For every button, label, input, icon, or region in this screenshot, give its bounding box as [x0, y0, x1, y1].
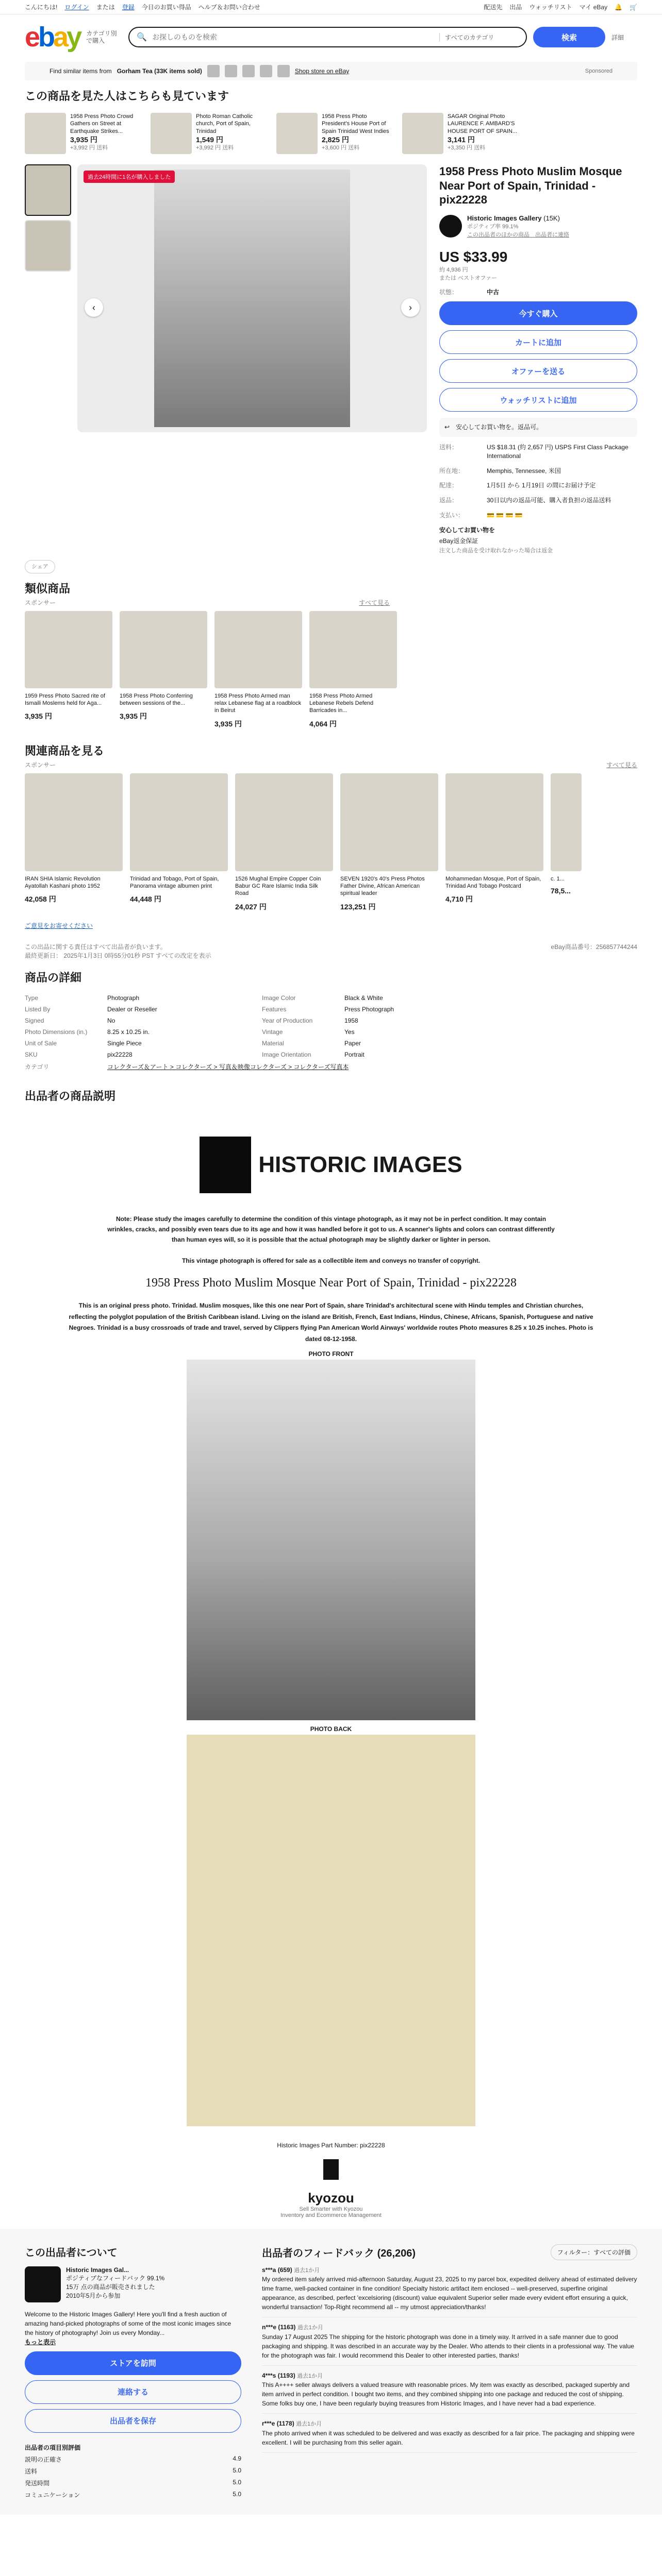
image-gallery — [25, 164, 427, 555]
specifics-title: 商品の詳細 — [25, 971, 82, 984]
search-input[interactable]: お探しのものを検索 — [152, 33, 218, 41]
description-title: 出品者の商品説明 — [25, 1089, 116, 1103]
price-jpy: 約 4,936 円 — [439, 266, 468, 273]
shipping-value: US $18.31 (約 2,657 円) USPS First Class Package International — [487, 444, 628, 460]
item-location: Memphis, Tennessee, 米国 — [487, 467, 561, 474]
related-item[interactable]: SEVEN 1920's 40's Press Photos Father Divine, African American spiritual leader 123,251 円 — [340, 773, 438, 912]
sponsored-label: Sponsored — [585, 68, 613, 74]
top-bar — [0, 0, 662, 14]
make-offer-button[interactable]: オファーを送る — [439, 359, 637, 383]
signin-link[interactable]: ログイン — [64, 4, 89, 11]
ebay-logo[interactable]: e b a y — [25, 22, 80, 53]
prev-arrow-icon[interactable]: ‹ — [85, 298, 103, 317]
seller-avatar[interactable] — [439, 215, 462, 238]
viewed-item[interactable]: 1958 Press Photo Crowd Gathers on Street at Earthquake Strikes... 3,935 円 +3,992 円 送料 — [25, 113, 143, 154]
header — [0, 14, 662, 60]
item-description: HISTORIC IMAGES Note: Please study the images carefully to determine the condition of this vintage photograph, as it may not be in perfect condition. It may contain wrinkles, cracks, and possibly even tears due to its age and how it was handled before it got to us. A scanner's lights and colors can contrast differently than human eyes will, so it is possible that the actual photograph may be slightly darker or lighter in person. This vintage photograph is offered for sale as a collectible item and conveys no transfer of copyright. 1958 Press Photo Muslim Mosque Near Port of Spain, Trinidad - pix22228 This is an original press photo. Trinidad. Muslim mosques, like this one near Port of Spain, share Trinidad's architectural scene with Hindu temples and Christian churches, reflecting the polyglot population of the British Caribbean island. Living on the island are British, French, East Indians, Hindus, Chinese, Africans, Spanish, Portuguese and native Negroes. Trinidad is a busy crossroads of trade and travel, served by Clippers flying Pan American World Airways' worldwide routes Photo measures 8.25 x 10.25 inches. Photo is dated 08-12-1958. PHOTO FRONT PHOTO BACK Historic Images Part Number: pix22228 kyozou Sell Smarter with Kyozou Inventory and Ecommerce Management — [0, 1106, 662, 2229]
related-item[interactable]: IRAN SHIA Islamic Revolution Ayatollah Kashani photo 1952 42,058 円 — [25, 773, 123, 912]
store-banner — [25, 62, 637, 80]
photo-back-image — [187, 1735, 475, 2126]
banner-seller[interactable]: Gorham Tea (33K items sold) — [117, 67, 202, 75]
category-path[interactable]: コレクターズ＆アート > コレクターズ > 写真＆映像コレクターズ > コレクターズ写真本 — [107, 1063, 349, 1071]
seller-links[interactable]: この出品者のほかの商品 出品者に連絡 — [467, 231, 569, 238]
item-title: 1958 Press Photo Muslim Mosque Near Port of Spain, Trinidad - pix22228 — [439, 165, 622, 206]
bell-icon[interactable]: 🔔 — [615, 3, 623, 11]
sell-link[interactable]: 出品 — [509, 4, 522, 11]
seller-logo — [25, 2266, 61, 2302]
purchase-badge: 過去24時間に1名が購入しました — [84, 171, 175, 183]
main-image[interactable] — [77, 164, 427, 432]
register-link[interactable]: 登録 — [122, 4, 135, 11]
safe-title: 安心してお買い物を — [439, 526, 495, 534]
payment-icons: 💳 💳 💳 💳 — [487, 512, 523, 519]
listing-main — [0, 158, 662, 562]
add-to-cart-button[interactable]: カートに追加 — [439, 330, 637, 354]
similar-item[interactable]: 1958 Press Photo Conferring between sessions of the... 3,935 円 — [120, 611, 207, 729]
returns-policy: 30日以内の返品可能、購入者負担の返品送料 — [487, 497, 611, 504]
guarantee-title: eBay返金保証 — [439, 537, 478, 545]
feedback-link[interactable]: ご意見をお寄せください — [25, 922, 93, 929]
similar-see-all[interactable]: すべて見る — [359, 599, 390, 606]
feedback-item: s***a (659) 過去1か月 My ordered item safely arrived mid-afternoon Saturday, August 23, 2025 to my parcel box, expedited delivery ahead of estimated delivery time frame, well-packed container in fine condition! Specialty historic artifact item enclosed -- well-preserved, superfine original appearance, as described, perfect 'excelsioring (discount) value equivalent Superior seller made every evident effort ensuring a quick, wonderful transaction! Top-Right recommend all -- my utmost appreciation/thanks! — [262, 2260, 637, 2318]
copyright-note: This vintage photograph is offered for sale as a collectible item and conveys no transfer of copyright. — [181, 1257, 481, 1264]
condition-note: Note: Please study the images carefully to determine the condition of this vintage photograph, as it may not be in perfect condition. It may contain wrinkles, cracks, and possibly even tears due to its age and how it was handled before it got to us. A scanner's lights and colors can contrast differently than human eyes will, so it is possible that the actual photograph may be slightly darker or lighter in person. — [107, 1215, 555, 1244]
search-bar[interactable] — [128, 27, 527, 47]
or-text: または — [96, 4, 115, 11]
viewed-item[interactable]: Photo Roman Catholic church, Port of Spain, Trinidad 1,549 円 +3,992 円 送料 — [151, 113, 269, 154]
banner-text: Find similar items from — [49, 67, 112, 75]
seller-rating: ポジティブ率 99.1% — [467, 223, 519, 230]
related-item[interactable]: c. 1... 78,5... — [551, 773, 582, 912]
photo-front-label: PHOTO FRONT — [308, 1350, 354, 1358]
next-arrow-icon[interactable]: › — [401, 298, 420, 317]
watchlist-button[interactable]: ウォッチリストに追加 — [439, 388, 637, 412]
mosque-photo — [154, 170, 350, 427]
photo-front-image — [187, 1360, 475, 1720]
photo-back-label: PHOTO BACK — [310, 1725, 352, 1733]
feedback-item: n***e (1163) 過去1か月 Sunday 17 August 2025 The shipping for the historic photograph was done in a timely way. It arrived in a safe manner due to good packaging and shipping. It was described in an accurate way by the Dealer. Who attends to their clients in a professional way. The value for the photograph was fair. I would recommend this Dealer to other interested parties, thanks! — [262, 2317, 637, 2366]
similar-item[interactable]: 1958 Press Photo Armed Lebanese Rebels Defend Barricades in... 4,064 円 — [309, 611, 397, 729]
more-link[interactable]: もっと表示 — [25, 2338, 56, 2346]
related-item[interactable]: Mohammedan Mosque, Port of Spain, Trinidad And Tobago Postcard 4,710 円 — [445, 773, 543, 912]
kyozou-logo: kyozou — [308, 2190, 354, 2206]
seller-name[interactable]: Historic Images Gallery — [467, 214, 542, 222]
part-number: Historic Images Part Number: pix22228 — [277, 2141, 385, 2149]
viewed-strip — [0, 109, 662, 158]
visit-store-button[interactable]: ストアを訪問 — [25, 2351, 241, 2375]
related-title: 関連商品を見る — [25, 744, 105, 757]
greeting: こんにちは! — [25, 4, 58, 11]
related-item[interactable]: Trinidad and Tobago, Port of Spain, Panorama vintage albumen print 44,448 円 — [130, 773, 228, 912]
my-ebay-link[interactable]: マイ eBay — [579, 4, 608, 11]
photo-description: This is an original press photo. Trinidad. Muslim mosques, like this one near Port of Spain, share Trinidad's architectural scene with Hindu temples and Christian churches, reflecting the polyglot population of the British Caribbean island. Living on the island are British, French, East Indians, Hindus, Chinese, Africans, Spanish, Portuguese and native Negroes. Trinidad is a busy crossroads of trade and travel, served by Clippers flying Pan American World Airways' worldwide routes Photo measures 8.25 x 10.25 inches. Photo is dated 08-12-1958. — [69, 1302, 593, 1343]
share-button[interactable]: シェア — [25, 560, 55, 573]
thumbnail[interactable] — [25, 164, 71, 216]
watchlist-link[interactable]: ウォッチリスト — [529, 4, 572, 11]
daily-deals-link[interactable]: 今日のお買い得品 — [141, 4, 191, 11]
related-see-all[interactable]: すべて見る — [606, 761, 637, 769]
returns-icon: ↩ — [444, 423, 450, 431]
seller-info: Historic Images Gallery (15K) ポジティブ率 99.1% この出品者のほかの商品 出品者に連絡 — [439, 214, 637, 239]
category-dropdown[interactable]: カテゴリ別で購入 — [86, 29, 117, 44]
similar-item[interactable]: 1959 Press Photo Sacred rite of Ismaili Moslems held for Aga... 3,935 円 — [25, 611, 112, 729]
save-seller-button[interactable]: 出品者を保存 — [25, 2409, 241, 2433]
similar-title: 類似商品 — [25, 582, 71, 595]
photo-title: 1958 Press Photo Muslim Mosque Near Port of Spain, Trinidad - pix22228 — [145, 1276, 517, 1290]
cart-icon[interactable]: 🛒 — [630, 3, 637, 11]
viewed-item[interactable]: 1958 Press Photo President's House Port of Spain Trinidad West Indies 2,825 円 +3,600 円 送料 — [276, 113, 395, 154]
buy-now-button[interactable]: 今すぐ購入 — [439, 301, 637, 325]
historic-images-logo: HISTORIC IMAGES — [25, 1137, 637, 1193]
item-price: US $33.99 — [439, 248, 508, 265]
feedback-filter[interactable]: フィルター：すべての評価 — [551, 2244, 637, 2260]
search-button[interactable]: 検索 — [533, 27, 605, 47]
item-specifics: Type Photograph Image Color Black & White Listed By Dealer or Reseller Features Press Photograph Signed No Year of Production 1958 Photo Dimensions (in.) 8.25 x 10.25 in. Vintage Yes Unit of Sale Single Piece Material Paper SKU pix22228 Image Orientation Portrait カテゴリ コレクターズ＆アート > コレクターズ > 写真＆映像コレクターズ > コレクターズ写真本 — [0, 987, 662, 1078]
feedback-item: 4***s (1193) 過去1か月 This A++++ seller always delivers a valued treasure with reasonable prices. My item was exactly as described, packaged superbly and item arrived in perfect condition. I bought two items, and they combined shipping into one package and reduced the cost of shipping. Some folks buy one, I have been regularly buying treasures from Historic Images, and I have never had a bad experience. — [262, 2366, 637, 2414]
buy-box: 1958 Press Photo Muslim Mosque Near Port of Spain, Trinidad - pix22228 Historic Images Gallery (15K) ポジティブ率 99.1% この出品者のほかの商品 出品者に連絡 US $33.99 約 4,936 円 または ベストオファー 状態： 中古 今すぐ購入 カートに追加 オファーを送る ウォッチリストに追加 ↩ 安心してお買い物を。返品可。 送料： US $18.31 (約 2,657 円) USPS First Class Package International 所在地： Memphis, Tennessee, 米国 配達： 1月5日 から 1月19日 の間にお届け予定 返品： 30日以内の返品可能、購入者負担の返品送料 支払い： 💳 💳 💳 💳 安心してお買い物を eBay返金保証 注文した商品を受け取れなかった場合は返金 — [439, 164, 637, 555]
similar-item[interactable]: 1958 Press Photo Armed man relax Lebanese flag at a roadblock in Beirut 3,935 円 — [214, 611, 302, 729]
related-item[interactable]: 1526 Mughal Empire Copper Coin Babur GC Rare Islamic India Silk Road 24,027 円 — [235, 773, 333, 912]
seller-section — [0, 2229, 662, 2515]
contact-seller-button[interactable]: 連絡する — [25, 2380, 241, 2404]
feedback-item: r***e (1178) 過去1か月 The photo arrived when it was scheduled to be delivered and was exactly as described for a fair price. The packaging and shipping were excellent. I will be purchasing from this seller again. — [262, 2414, 637, 2453]
search-icon: 🔍 — [137, 33, 147, 42]
last-updated: 最終更新日： 2025年1月3日 0時55分01秒 PST すべての改定を表示 — [25, 952, 211, 959]
viewed-item[interactable]: SAGAR Original Photo LAURENCE F. AMBARD'S HOUSE PORT OF SPAIN... 3,141 円 +3,350 円 送料 — [402, 113, 521, 154]
advanced-search-link[interactable]: 詳細 — [611, 33, 624, 41]
banner-thumb — [207, 65, 220, 77]
returns-note: 安心してお買い物を。返品可。 — [456, 423, 543, 431]
ship-to[interactable]: 配送先 — [484, 4, 503, 11]
condition: 中古 — [487, 288, 500, 296]
responsibility-note: この出品に関する責任はすべて出品者が負います。 — [25, 943, 167, 951]
seller-feedback: 出品者のフィードバック (26,206) フィルター：すべての評価 s***a (659) 過去1か月 My ordered item safely arrived mid-afternoon Saturday, August 23, 2025 to my parcel box, expedited delivery ahead of estimated delivery time frame, well-packed container in fine condition! Specialty historic artifact item enclosed -- well-preserved, superfine original appearance, as described, perfect 'excelsioring (discount) value equivalent Superior seller made every evident effort ensuring a quick, wonderful transaction! Top-Right recommend all -- my utmost appreciation/thanks! n***e (1163) 過去1か月 Sunday 17 August 2025 The shipping for the historic photograph was done in a timely way. It arrived in a safe manner due to good packaging and shipping. It was described in an accurate way by the Dealer. Who attends to their clients in a professional way. The value for the photograph was fair. I would recommend this Dealer to other interested parties, thanks! 4***s (1193) 過去1か月 This A++++ seller always delivers a valued treasure with reasonable prices. My item was exactly as described, packaged superbly and item arrived in perfect condition. I bought two items, and they combined shipping into one package and reduced the cost of shipping. Some folks buy one, I have been regularly buying treasures from Historic Images, and I have never had a bad experience. r***e (1178) 過去1か月 The photo arrived when it was scheduled to be delivered and was exactly as described for a fair price. The packaging and shipping were excellent. I will be purchasing from this seller again. — [262, 2244, 637, 2499]
thumbnail[interactable] — [25, 220, 71, 272]
item-number: 256857744244 — [595, 943, 637, 951]
shop-store-link[interactable]: Shop store on eBay — [294, 67, 350, 75]
search-category-select[interactable]: すべてのカテゴリ — [439, 33, 522, 42]
thumbnail-list — [25, 164, 71, 555]
about-seller: この出品者について Historic Images Gal... ポジティブなフィードバック 99.1% 15万 点の商品が販売されました 2010年5月から参加 Welcome to the Historic Images Gallery! Here you'll find a fresh auction of amazing hand-picked photographs of some of the most iconic images since the history of photography! Join us every Monday... もっと表示 ストアを訪問 連絡する 出品者を保存 出品者の項目別評価 説明の正確さ 4.9 送料 5.0 発送時間 5.0 コミュニケーション 5.0 — [25, 2247, 241, 2499]
price-note: または ベストオファー — [439, 275, 498, 281]
help-link[interactable]: ヘルプ＆お問い合わせ — [198, 4, 260, 11]
viewed-title: この商品を見た人はこちらも見ています — [25, 90, 229, 103]
delivery-estimate: 1月5日 から 1月19日 の間にお届け予定 — [487, 482, 596, 489]
small-logo — [323, 2159, 339, 2180]
